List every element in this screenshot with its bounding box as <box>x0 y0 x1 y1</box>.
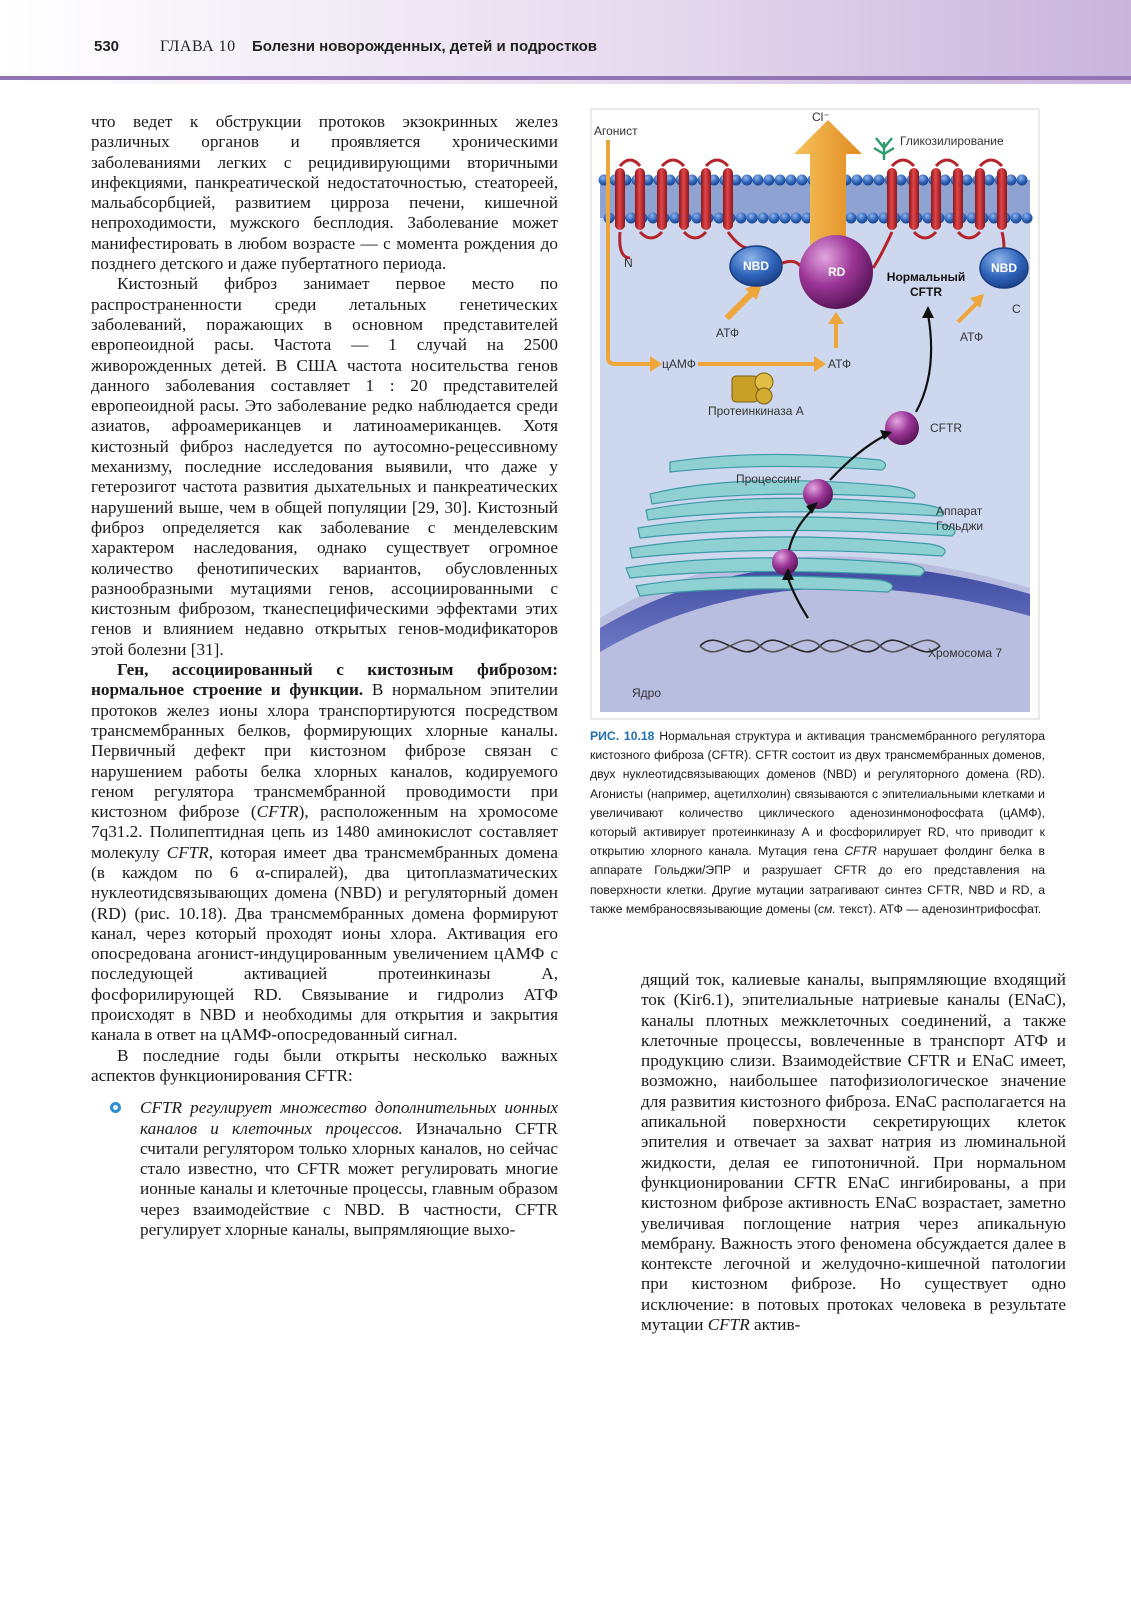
lipid-head <box>769 213 780 224</box>
lipid-head <box>874 175 885 186</box>
lipid-head <box>896 175 907 186</box>
lipid-head <box>786 175 797 186</box>
label-atp-1: АТФ <box>716 326 740 340</box>
protein-kinase-a-icon <box>732 373 773 404</box>
lipid-head <box>742 175 753 186</box>
paragraph-3-text-e: , которая имеет два трансмембранных домена (в каждом по 6 α-спиралей), два цитоплазматических нуклеотидсвязывающих домена (NBD) и регуляторный домен (RD) (рис. 10.18). Два трансмембранных домена формируют канал, через который проходят ионы хлора. Активация его опосредована агонист-индуцированным увеличением цАМФ с последующей активацией протеинкиназы А, фосфорилирующей RD. Связывание и гидролиз АТФ происходят в NBD и необходимы для открытия и закрытия канала в ответ на цАМФ-опосредованный сигнал. <box>91 842 558 1045</box>
label-atp-2: АТФ <box>828 357 852 371</box>
lipid-head <box>1017 175 1028 186</box>
label-glycosylation: Гликозилирование <box>900 134 1004 148</box>
lipid-head <box>648 213 659 224</box>
lipid-head <box>1022 213 1033 224</box>
left-column <box>91 112 558 1240</box>
alpha-helix <box>679 168 689 230</box>
bullet-text: Изначально CFTR считали регулятором только хлорных каналов, но сейчас стало известно, что CFTR может регулировать многие ионные каналы и клеточные процессы, главным образом через взаимодействие с NBD. В частности, CFTR регулирует хлорные каналы, выпрямляющие выхо- <box>140 1118 558 1240</box>
lipid-head <box>857 213 868 224</box>
paragraph-3-text-a: В нормальном эпителии протоков желез ионы хлора транспортируются посредством трансмембранных белков, формирующих хлорные каналы. Первичный дефект при кистозном фиброзе связан с нарушением работы белка хлорных каналов, кодируемого геном регулятора трансмембранной проводимости при кистозном фиброзе ( <box>91 680 558 822</box>
page-number: 530 <box>94 38 120 55</box>
lipid-head <box>736 213 747 224</box>
right-paragraph-1 <box>641 970 1066 1335</box>
lipid-head <box>714 213 725 224</box>
alpha-helix <box>887 168 897 230</box>
lipid-head <box>863 175 874 186</box>
golgi-vesicle <box>772 549 798 575</box>
alpha-helix <box>657 168 667 230</box>
alpha-helix <box>931 168 941 230</box>
alpha-helix <box>615 168 625 230</box>
bullet-lead: CFTR регулирует множество дополнительных ионных каналов и клеточных процессов. <box>140 1098 558 1138</box>
lipid-head <box>670 213 681 224</box>
label-nbd-left: NBD <box>743 259 769 273</box>
label-normal-cftr: Нормальный CFTR <box>886 270 966 299</box>
section-heading: Ген, ассоциированный с кистозным фиброзом: нормальное строение и функции. <box>91 660 558 700</box>
right-paragraph-text-c: актив- <box>749 1315 801 1335</box>
label-c-terminus: C <box>1012 302 1021 316</box>
lipid-head <box>758 213 769 224</box>
label-agonist: Агонист <box>594 124 638 138</box>
label-cftr: CFTR <box>930 421 962 435</box>
paragraph-1: что ведет к обструкции протоков экзокринных желез различных органов и проявляется хроническими заболеваниями легких с рецидивирующими вторичными инфекциями, панкреатической недостаточностью, стеатореей, мальабсорбцией, развитием цирроза печени, кишечной непроходимости, мужского бесплодия. Заболевание может манифестировать в любом возрасте — с момента рождения до позднего детского и даже пубертатного периода. <box>91 112 558 274</box>
label-chromosome-7: Хромосома 7 <box>928 646 1003 660</box>
header-rule <box>0 76 1131 80</box>
label-golgi: Аппарат Гольджи <box>936 504 984 533</box>
lipid-head <box>1011 213 1022 224</box>
right-paragraph-text-a: дящий ток, калиевые каналы, выпрямляющие входящий ток (Kir6.1), эпителиальные натриевые каналы (ENaC), каналы плотных межклеточных соединений, а также клеточные процессы, вовлеченные в транспорт АТФ и продукцию слизи. Взаимодействие CFTR и ENaC имеет, возможно, наибольшее патофизиологическое значение для развития кистозного фиброза. ENaC располагается на апикальной поверхности секретирующих клеток эпителия и отвечает за захват натрия из люминальной жидкости, делая ее гипотоничной. При нормальном функционировании CFTR ENaC ингибированы, а при кистозном фиброзе активность ENaC возрастает, заметно увеличивая поглощение натрия через апикальную мембрану. Важность этого феномена обсуждается далее в контексте легочной и желудочно-кишечной патологии при кистозном фиброзе. Но существует одно исключение: в потовых протоках человека в результате мутации <box>641 970 1066 1335</box>
caption-text-a: Нормальная структура и активация трансмембранного регулятора кистозного фиброза (CFTR). CFTR состоит из двух трансмембранных доменов, двух нуклеотидсвязывающих доменов (NBD) и регуляторного домена (RD). Агонисты (например, ацетилхолин) связываются с эпителиальными клетками и увеличивают количество циклического аденозинмонофосфата (цАМФ), который активирует протеинкиназу А и фосфорилирует RD, что приводит к открытию хлорного канала. Мутация гена <box>590 729 1045 859</box>
lipid-head <box>868 213 879 224</box>
lipid-head <box>775 175 786 186</box>
caption-text-c: нарушает фолдинг белка в аппарате Гольджи/ЭПР и разрушает CFTR до его представления на поверхности клетки. Другие мутации затрагивают синтез CFTR, NBD и RD, а также мембраносвязывающие домены ( <box>590 844 1045 916</box>
lipid-head <box>846 213 857 224</box>
figure-10-18 <box>590 108 1040 720</box>
label-processing: Процессинг <box>736 472 802 486</box>
chapter-label: ГЛАВА 10 <box>160 38 236 55</box>
lipid-head <box>753 175 764 186</box>
lipid-head <box>918 175 929 186</box>
figure-number: РИС. 10.18 <box>590 729 655 743</box>
cftr-diagram <box>590 108 1040 720</box>
figure-caption <box>590 727 1045 919</box>
lipid-head <box>852 175 863 186</box>
gene-name: CFTR <box>166 842 209 862</box>
label-protein-kinase-a: Протеинкиназа А <box>708 404 804 418</box>
label-camp: цАМФ <box>662 357 696 371</box>
lipid-head <box>747 213 758 224</box>
caption-see-ref: см. <box>817 901 836 916</box>
label-nbd-right: NBD <box>991 261 1017 275</box>
lipid-head <box>797 175 808 186</box>
lipid-head <box>692 213 703 224</box>
alpha-helix <box>635 168 645 230</box>
paragraph-3-text-c: ), расположенным на хромосоме 7q31.2. Полипептидная цепь из 1480 аминокислот составляет молекулу <box>91 802 559 862</box>
bullet-item <box>91 1098 558 1240</box>
paragraph-2: Кистозный фиброз занимает первое место по распространенности среди летальных генетических заболеваний, поражающих в основном представителей европеоидной расы. Частота — 1 случай на 2500 живорожденных детей. В США частота носительства генов данного заболевания составляет 1 : 20 представителей европеоидной расы. Это заболевание редко наблюдается среди азиатов, афроамериканцев и латиноамериканцев. Хотя кистозный фиброз наследуется по аутосомно-рецессивному механизму, последние исследования выявили, что даже у гетерозигот частота развития дыхательных и панкреатических нарушений выше, чем в общей популяции [29, 30]. Кистозный фиброз определяется как заболевание с менделевским характером наследования, однако существует огромное количество фенотипических вариантов, обусловленных разнообразными мутациями генов, ассоциированными с кистозным фиброзом, тканеспецифическими эффектами этих генов и влиянием недавно открытых генов-модификаторов этой болезни [31]. <box>91 274 558 659</box>
paragraph-3 <box>91 660 558 1046</box>
lipid-head <box>962 175 973 186</box>
caption-text-e: текст). АТФ — аденозинтрифосфат. <box>835 901 1042 916</box>
lipid-head <box>1006 175 1017 186</box>
paragraph-4: В последние годы были открыты несколько важных аспектов функционирования CFTR: <box>91 1045 558 1085</box>
alpha-helix <box>997 168 1007 230</box>
page-header <box>0 0 1131 84</box>
lipid-head <box>764 175 775 186</box>
bullet-paragraph <box>140 1098 558 1240</box>
label-rd: RD <box>828 265 846 279</box>
alpha-helix <box>953 168 963 230</box>
label-n-terminus: N <box>624 256 633 270</box>
label-nucleus: Ядро <box>632 686 662 700</box>
right-column <box>641 970 1066 1335</box>
gene-name: CFTR <box>256 802 299 822</box>
cftr-vesicle <box>885 411 919 445</box>
lipid-head <box>780 213 791 224</box>
alpha-helix <box>975 168 985 230</box>
running-title: Болезни новорожденных, детей и подростков <box>252 38 597 55</box>
caption-gene-name: CFTR <box>844 844 877 859</box>
alpha-helix <box>723 168 733 230</box>
lipid-head <box>984 175 995 186</box>
lipid-head <box>626 213 637 224</box>
gene-name: CFTR <box>707 1315 750 1335</box>
alpha-helix <box>701 168 711 230</box>
label-atp-3: АТФ <box>960 330 984 344</box>
alpha-helix <box>909 168 919 230</box>
label-chloride: Cl⁻ <box>812 110 830 124</box>
lipid-head <box>940 175 951 186</box>
bullet-marker <box>110 1102 121 1113</box>
lipid-head <box>791 213 802 224</box>
processing-vesicle <box>803 479 833 509</box>
